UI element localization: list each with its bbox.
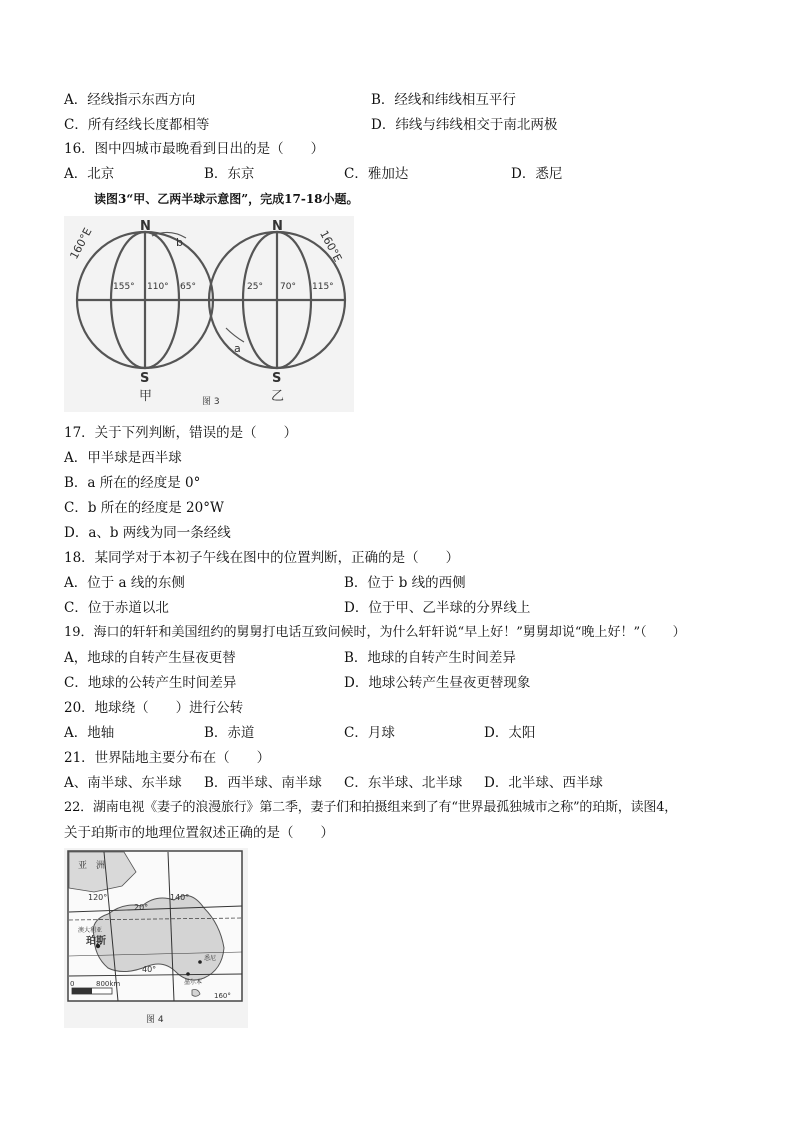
fig3-right-s: S bbox=[272, 371, 282, 386]
fig3-right-70: 70° bbox=[280, 282, 296, 292]
fig3-right-a: a bbox=[234, 342, 241, 355]
q19-option-d: D．地球公转产生昼夜更替现象 bbox=[344, 675, 531, 691]
fig3-caption: 图 3 bbox=[202, 397, 220, 407]
fig4-lon120: 120° bbox=[88, 893, 108, 902]
q18-stem: 18．某同学对于本初子午线在图中的位置判断，正确的是（ ） bbox=[64, 550, 460, 566]
q18-option-d: D．位于甲、乙半球的分界线上 bbox=[344, 600, 531, 616]
fig4-scale800: 800km bbox=[96, 980, 121, 988]
fig3-left-65: 65° bbox=[180, 282, 196, 292]
fig4-place2: 悉尼 bbox=[204, 955, 217, 962]
q20-option-a: A．地轴 bbox=[64, 725, 115, 741]
q18-option-c: C．位于赤道以北 bbox=[64, 600, 169, 616]
q15-option-c: C．所有经线长度都相等 bbox=[64, 117, 210, 133]
fig3-right-name: 乙 bbox=[271, 389, 285, 404]
q19-stem: 19．海口的轩轩和美国纽约的舅舅打电话互致问候时，为什么轩轩说“早上好！”舅舅却说“晚上好！”（ ） bbox=[64, 625, 686, 640]
figure-4-australia-map bbox=[64, 848, 248, 1028]
q20-option-b: B．赤道 bbox=[204, 725, 255, 741]
fig4-place3: 墨尔本 bbox=[184, 979, 203, 986]
fig4-lat40: 40° bbox=[142, 965, 157, 974]
fig3-left-name: 甲 bbox=[139, 389, 153, 404]
q18-option-a: A．位于 a 线的东侧 bbox=[64, 575, 185, 591]
q15-option-b: B．经线和纬线相互平行 bbox=[371, 92, 516, 108]
q20-stem: 20．地球绕（ ）进行公转 bbox=[64, 700, 244, 716]
intro-17-18: 读图3“甲、乙两半球示意图”，完成17-18小题。 bbox=[94, 192, 359, 206]
q21-stem: 21．世界陆地主要分布在（ ） bbox=[64, 750, 271, 766]
q17-option-a: A．甲半球是西半球 bbox=[64, 450, 182, 466]
fig4-scale0: 0 bbox=[70, 980, 75, 988]
fig3-right-115: 115° bbox=[312, 282, 334, 292]
q17-stem: 17．关于下列判断，错误的是（ ） bbox=[64, 425, 298, 441]
fig4-lat20: 20° bbox=[134, 903, 149, 912]
q16-option-d: D．悉尼 bbox=[511, 166, 563, 182]
q15-option-d: D．纬线与纬线相交于南北两极 bbox=[371, 117, 558, 133]
fig3-left-155: 155° bbox=[113, 282, 135, 292]
q16-option-a: A．北京 bbox=[64, 166, 115, 182]
q22-stem-line1: 22．湖南电视《妻子的浪漫旅行》第二季，妻子们和拍摄组来到了有“世界最孤独城市之称”的珀斯，读图4， bbox=[64, 800, 678, 815]
q17-option-c: C．b 所在的经度是 20°W bbox=[64, 500, 224, 516]
q19-option-b: B．地球的自转产生时间差异 bbox=[344, 650, 516, 666]
fig3-right-25: 25° bbox=[247, 282, 263, 292]
q19-option-a: A，地球的自转产生昼夜更替 bbox=[64, 650, 236, 666]
fig3-left-110: 110° bbox=[147, 282, 169, 292]
q18-option-b: B．位于 b 线的西侧 bbox=[344, 575, 466, 591]
fig4-perth: 珀斯 bbox=[86, 936, 106, 947]
q21-option-b: B．西半球、南半球 bbox=[204, 775, 322, 791]
q17-option-d: D．a、b 两线为同一条经线 bbox=[64, 525, 231, 541]
fig4-lon140: 140° bbox=[170, 893, 190, 902]
q21-option-c: C．东半球、北半球 bbox=[344, 775, 463, 791]
q16-option-b: B．东京 bbox=[204, 166, 255, 182]
q21-option-d: D．北半球、西半球 bbox=[484, 775, 603, 791]
q20-option-d: D．太阳 bbox=[484, 725, 536, 741]
q19-option-c: C．地球的公转产生时间差异 bbox=[64, 675, 237, 691]
q17-option-b: B．a 所在的经度是 0° bbox=[64, 475, 201, 491]
fig3-left-n: N bbox=[140, 219, 151, 234]
q15-option-a: A．经线指示东西方向 bbox=[64, 92, 196, 108]
q20-option-c: C．月球 bbox=[344, 725, 395, 741]
fig3-right-n: N bbox=[272, 219, 283, 234]
q22-stem-line2: 关于珀斯市的地理位置叙述正确的是（ ） bbox=[64, 825, 334, 841]
fig3-left-b: b bbox=[176, 236, 183, 249]
fig3-right-lon: 160°E bbox=[317, 228, 345, 265]
fig4-place1: 澳大利亚 bbox=[78, 927, 103, 934]
fig3-left-s: S bbox=[140, 371, 150, 386]
fig3-left-lon: 160°E bbox=[67, 225, 95, 262]
q16-stem: 16．图中四城市最晚看到日出的是（ ） bbox=[64, 141, 325, 157]
fig4-caption: 图 4 bbox=[146, 1015, 164, 1025]
figure-3-hemispheres bbox=[64, 216, 354, 412]
fig4-asia: 亚 洲 bbox=[78, 861, 106, 871]
fig4-lon160: 160° bbox=[214, 992, 231, 1000]
q16-option-c: C．雅加达 bbox=[344, 166, 409, 182]
q21-option-a: A、南半球、东半球 bbox=[64, 775, 182, 791]
